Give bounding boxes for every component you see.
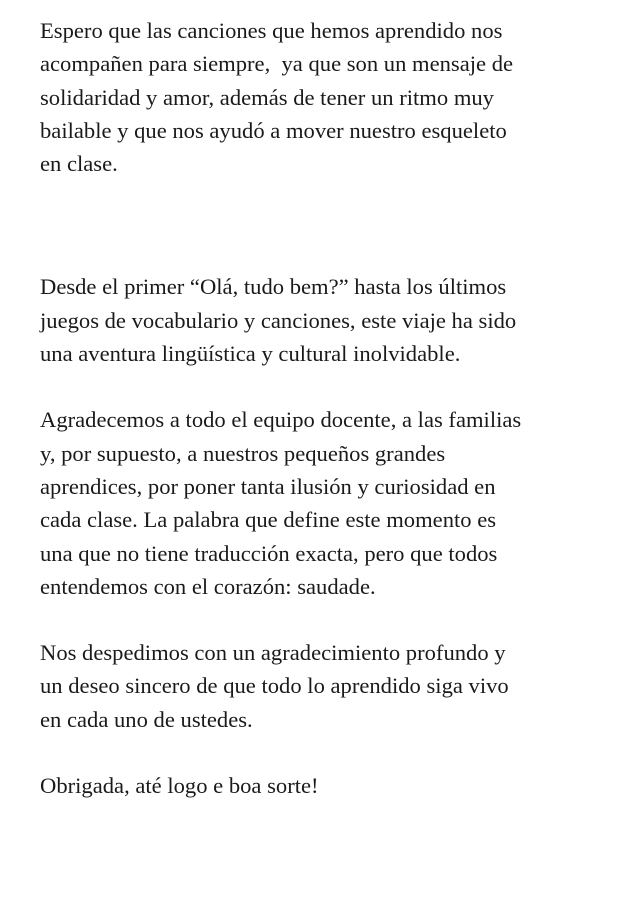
paragraph-thanks: Agradecemos a todo el equipo docente, a las familias y, por supuesto, a nuestros pequeños grandes aprendices, por poner tanta ilusión y curiosidad en cada clase. La palabra que define este momento es una que no tiene traducción exacta, pero que todos entendemos con el corazón: saudade. [40, 407, 522, 599]
paragraph-songs: Espero que las canciones que hemos aprendido nos acompañen para siempre, ya que son un mensaje de solidaridad y amor, además de tener un ritmo muy bailable y que nos ayudó a mover nuestro esqueleto en clase. [40, 18, 514, 177]
document-body [40, 14, 600, 802]
paragraph-closing: Obrigada, até logo e boa sorte! [40, 773, 319, 799]
paragraph-farewell: Nos despedimos con un agradecimiento profundo y un deseo sincero de que todo lo aprendido siga vivo en cada uno de ustedes. [40, 640, 509, 732]
paragraph-journey: Desde el primer “Olá, tudo bem?” hasta los últimos juegos de vocabulario y canciones, este viaje ha sido una aventura lingüística y cultural inolvidable. [40, 274, 517, 367]
